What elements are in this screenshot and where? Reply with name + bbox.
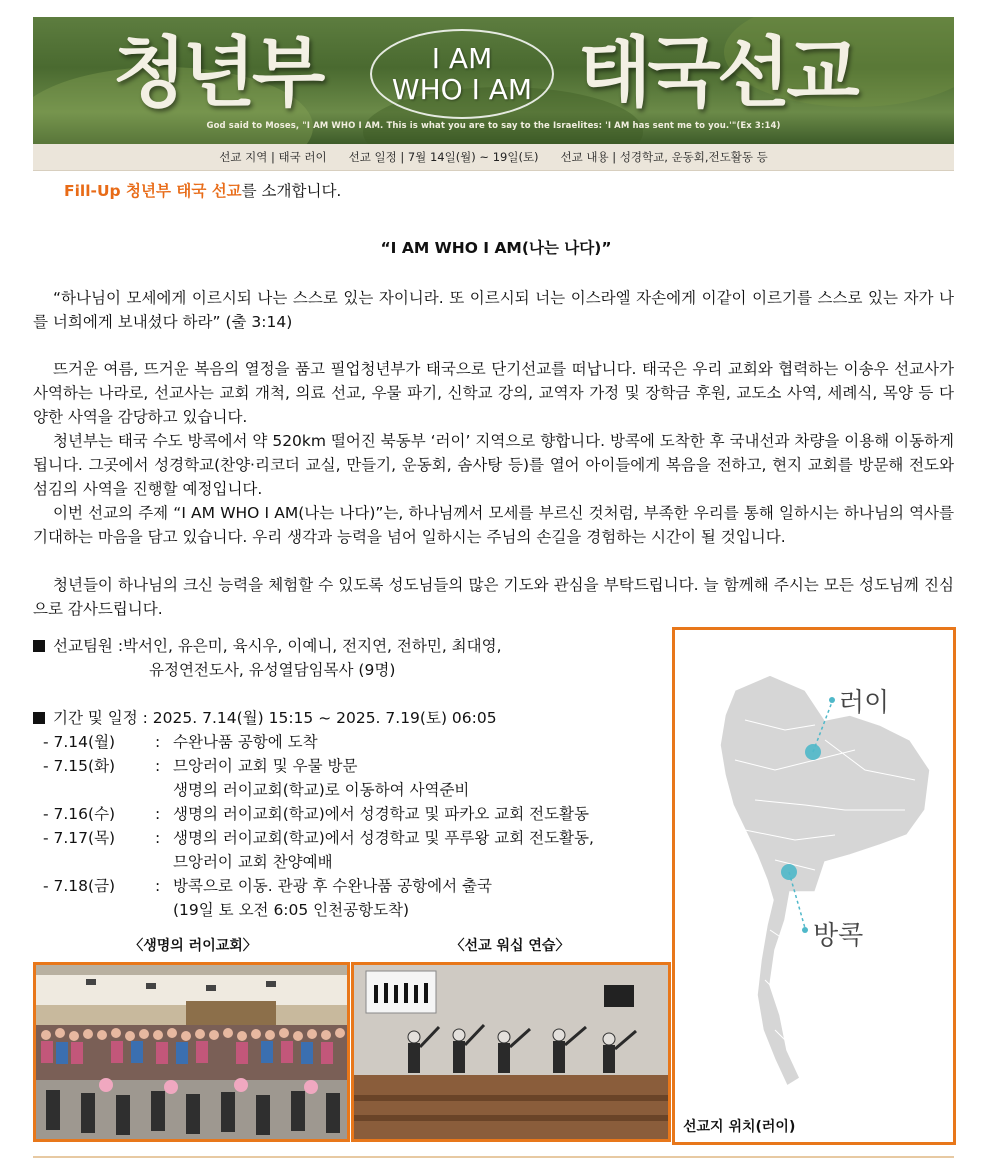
team-section bbox=[33, 634, 502, 682]
mission-info-bar bbox=[33, 144, 954, 171]
schedule-section bbox=[33, 706, 594, 922]
schedule-text: 방콕으로 이동. 관광 후 수완나품 공항에서 출국 (19일 토 오전 6:05 인천공항도착) bbox=[173, 877, 492, 919]
schedule-item: - 7.18(금) : 방콕으로 이동. 관광 후 수완나품 공항에서 출국 (19일 토 오전 6:05 인천공항도착) bbox=[33, 874, 594, 922]
body-paragraph: 청년들이 하나님의 크신 능력을 체험할 수 있도록 성도님들의 많은 기도와 관심을 부탁드립니다. 늘 함께해 주시는 모든 성도님께 진심으로 감사드립니다. bbox=[33, 576, 954, 618]
loei-pointer-dot bbox=[829, 697, 835, 703]
church-photo bbox=[33, 962, 350, 1142]
schedule-date: - 7.16(수) bbox=[43, 805, 116, 823]
bullet-square-icon bbox=[33, 640, 45, 652]
schedule-text: 생명의 러이교회(학교)에서 성경학교 및 푸루왕 교회 전도활동, 므앙러이 교회 찬양예배 bbox=[173, 829, 594, 871]
body-paragraph: 이번 선교의 주제 “I AM WHO I AM(나는 나다)”는, 하나님께서 모세를 부르신 것처럼, 부족한 우리를 통해 일하시는 하나님의 역사를 기대하는 마음을 담고 있습니다. 우리 생각과 능력을 넘어 일하시는 주님의 손길을 경험하는 시간이 될 것입니다. bbox=[33, 504, 954, 546]
church-congregation-image bbox=[36, 965, 347, 1139]
scripture-paragraph: “하나님이 모세에게 이르시되 나는 스스로 있는 자이니라. 또 이르시되 너는 이스라엘 자손에게 이같이 이르기를 스스로 있는 자가 나를 너희에게 보내셨다 하라” (출 3:14) bbox=[33, 289, 954, 331]
photo-caption-church: 〈생명의 러이교회〉 bbox=[129, 938, 257, 954]
info-content: 선교 내용 | 성경학교, 운동회,전도활동 등 bbox=[560, 150, 768, 164]
banner-oval-badge bbox=[370, 29, 554, 119]
photo-caption-worship: 〈선교 워십 연습〉 bbox=[450, 938, 570, 954]
bullet-square-icon bbox=[33, 712, 45, 724]
banner-verse: God said to Moses, "I AM WHO I AM. This is what you are to say to the Israelites: 'I AM has sent me to you.'"(Ex 3:14) bbox=[206, 121, 781, 131]
bangkok-pointer-dot bbox=[802, 927, 808, 933]
map-caption: 선교지 위치(러이) bbox=[683, 1119, 796, 1135]
info-dates: 선교 일정 | 7월 14일(월) ~ 19일(토) bbox=[348, 150, 539, 164]
schedule-item: - 7.17(목) : 생명의 러이교회(학교)에서 성경학교 및 푸루왕 교회 전도활동, 므앙러이 교회 찬양예배 bbox=[33, 826, 594, 874]
schedule-item: - 7.16(수) : 생명의 러이교회(학교)에서 성경학교 및 파카오 교회 전도활동 bbox=[33, 802, 594, 826]
bottom-divider bbox=[33, 1156, 954, 1158]
intro-rest: 를 소개합니다. bbox=[241, 182, 342, 200]
thailand-outline bbox=[720, 675, 930, 1086]
banner-title-left: 청년부 bbox=[113, 28, 322, 117]
body-paragraph: 뜨거운 여름, 뜨거운 복음의 열정을 품고 필업청년부가 태국으로 단기선교를 떠납니다. 태국은 우리 교회와 협력하는 이송우 선교사가 사역하는 나라로, 선교사는 교회 개척, 의료 선교, 우물 파기, 신학교 강의, 교역자 가정 및 장학금 후원, 교도소 사역, 세례식, 목양 등 다양한 사역을 감당하고 있습니다. bbox=[33, 360, 954, 426]
map-label-bangkok: 방콕 bbox=[813, 921, 864, 951]
team-members-line2: 유정연전도사, 유성열담임목사 (9명) bbox=[149, 661, 396, 679]
schedule-item: - 7.15(화) : 므앙러이 교회 및 우물 방문 생명의 러이교회(학교)로 이동하여 사역준비 bbox=[33, 754, 594, 802]
header-banner bbox=[33, 17, 954, 144]
schedule-date: - 7.14(월) bbox=[43, 733, 116, 751]
map-panel bbox=[672, 627, 956, 1145]
banner-title-right: 태국선교 bbox=[578, 28, 856, 117]
worship-practice-image bbox=[354, 965, 668, 1139]
team-members-line1: 박서인, 유은미, 육시우, 이예니, 전지연, 전하민, 최대영, bbox=[123, 637, 502, 655]
map-label-loei: 러이 bbox=[839, 688, 890, 718]
schedule-item: - 7.14(월) : 수완나품 공항에 도착 bbox=[33, 730, 594, 754]
schedule-text: 수완나품 공항에 도착 bbox=[173, 733, 318, 751]
theme-title: “I AM WHO I AM(나는 나다)” bbox=[380, 239, 612, 257]
banner-oval-line2: WHO I AM bbox=[391, 73, 533, 106]
intro-line bbox=[64, 179, 341, 201]
schedule-text: 생명의 러이교회(학교)에서 성경학교 및 파카오 교회 전도활동 bbox=[173, 805, 589, 823]
team-label: 선교팀원 : bbox=[53, 637, 124, 655]
worship-practice-photo bbox=[351, 962, 671, 1142]
schedule-date: - 7.18(금) bbox=[43, 877, 116, 895]
schedule-date: - 7.15(화) bbox=[43, 757, 116, 775]
schedule-label: 기간 및 일정 : 2025. 7.14(월) 15:15 ~ 2025. 7.19(토) 06:05 bbox=[53, 709, 497, 727]
schedule-date: - 7.17(목) bbox=[43, 829, 116, 847]
intro-highlight: Fill-Up 청년부 태국 선교 bbox=[64, 182, 242, 200]
schedule-text: 므앙러이 교회 및 우물 방문 생명의 러이교회(학교)로 이동하여 사역준비 bbox=[173, 757, 470, 799]
info-region: 선교 지역 | 태국 러이 bbox=[219, 150, 327, 164]
body-paragraph: 청년부는 태국 수도 방콕에서 약 520km 떨어진 북동부 ‘러이’ 지역으로 향합니다. 방콕에 도착한 후 국내선과 차량을 이용해 이동하게 됩니다. 그곳에서 성경학교(찬양·리코더 교실, 만들기, 운동회, 솜사탕 등)를 열어 아이들에게 복음을 전하고, 현지 교회를 방문해 전도와 섬김의 사역을 진행할 예정입니다. bbox=[33, 432, 954, 498]
thailand-map bbox=[675, 630, 953, 1100]
banner-oval-line1: I AM bbox=[431, 42, 493, 75]
